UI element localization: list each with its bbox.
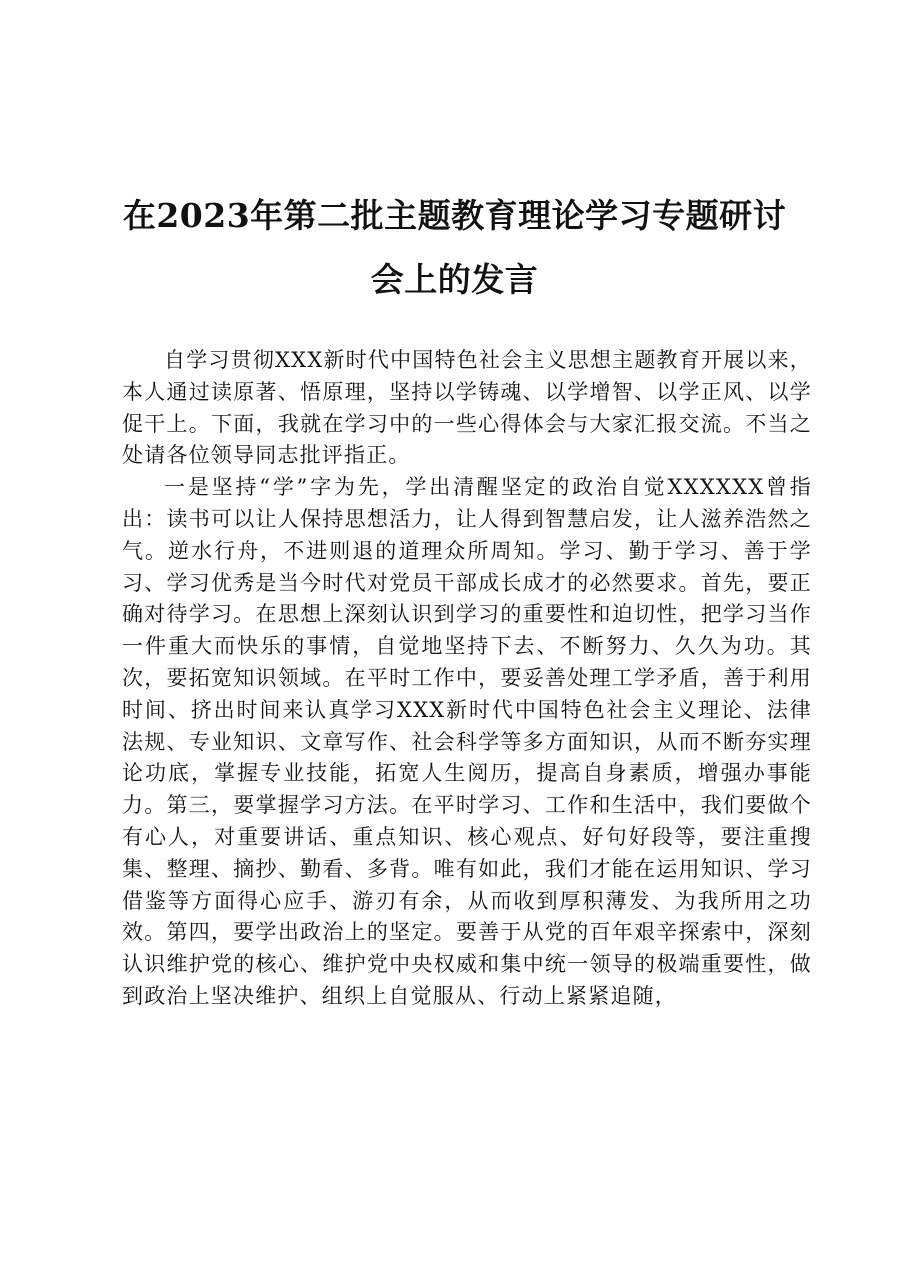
document-title-line-1: 在2023年第二批主题教育理论学习专题研讨: [122, 196, 787, 235]
document-body: [122, 345, 812, 1013]
document-title-line-2: 会上的发言: [370, 260, 539, 299]
paragraph-point-one: 一是坚持“学”字为先，学出清醒坚定的政治自觉XXXXXX曾指出：读书可以让人保持思想活力，让人得到智慧启发，让人滋养浩然之气。逆水行舟，不进则退的道理众所周知。学习、勤于学习、善于学习、学习优秀是当今时代对党员干部成长成才的必然要求。首先，要正确对待学习。在思想上深刻认识到学习的重要性和迫切性，把学习当作一件重大而快乐的事情，自觉地坚持下去、不断努力、久久为功。其次，要拓宽知识领域。在平时工作中，要妥善处理工学矛盾，善于利用时间、挤出时间来认真学习XXX新时代中国特色社会主义理论、法律法规、专业知识、文章写作、社会科学等多方面知识，从而不断夯实理论功底，掌握专业技能，拓宽人生阅历，提高自身素质，增强办事能力。第三，要掌握学习方法。在平时学习、工作和生活中，我们要做个有心人，对重要讲话、重点知识、核心观点、好句好段等，要注重搜集、整理、摘抄、勤看、多背。唯有如此，我们才能在运用知识、学习借鉴等方面得心应手、游刃有余，从而收到厚积薄发、为我所用之功效。第四，要学出政治上的坚定。要善于从党的百年艰辛探索中，深刻认识维护党的核心、维护党中央权威和集中统一领导的极端重要性，做到政治上坚决维护、组织上自觉服从、行动上紧紧追随，: [122, 475, 812, 1008]
paragraph-intro: 自学习贯彻XXX新时代中国特色社会主义思想主题教育开展以来，本人通过读原著、悟原理，坚持以学铸魂、以学增智、以学正风、以学促干上。下面，我就在学习中的一些心得体会与大家汇报交流。不当之处请各位领导同志批评指正。: [122, 348, 812, 468]
